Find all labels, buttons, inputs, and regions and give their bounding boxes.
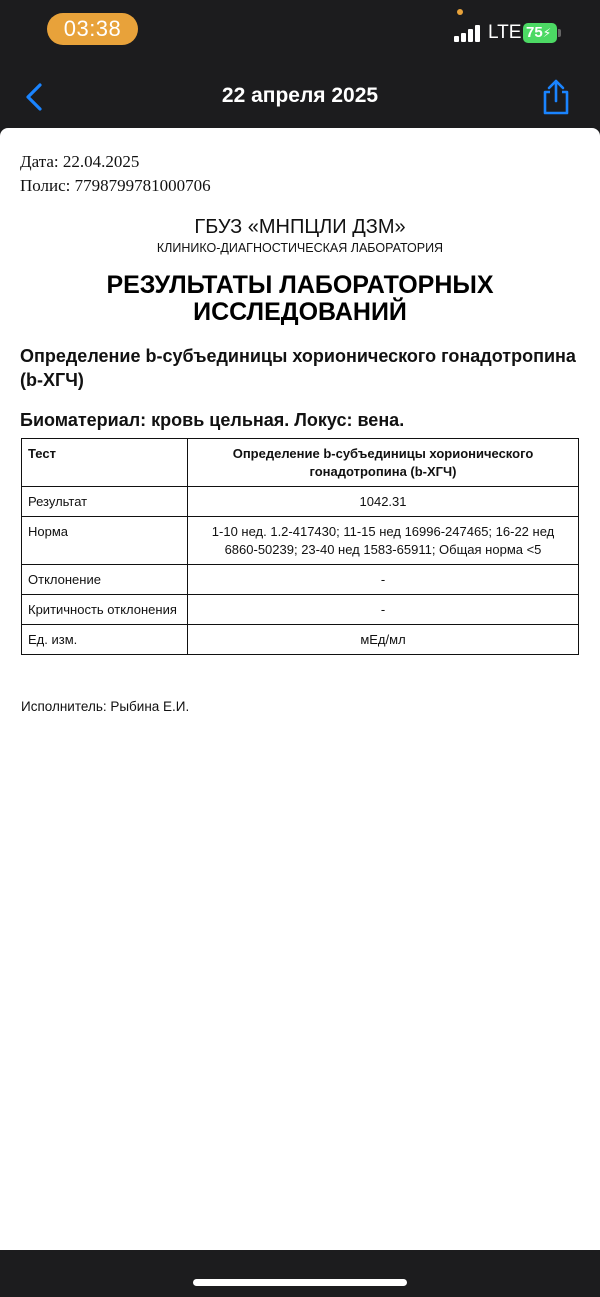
- battery-icon: 75⚡: [523, 23, 557, 43]
- executor-line: Исполнитель: Рыбина Е.И.: [21, 699, 190, 714]
- biomaterial-line: Биоматериал: кровь цельная. Локус: вена.: [20, 410, 405, 430]
- status-bar: [0, 0, 600, 62]
- table-row: [22, 487, 579, 517]
- share-button[interactable]: [540, 78, 572, 116]
- organization-name: ГБУЗ «МНПЦЛИ ДЗМ»: [194, 216, 406, 238]
- table-row: [22, 517, 579, 565]
- policy-line: Полис: 7798799781000706: [20, 176, 211, 195]
- home-indicator[interactable]: [193, 1279, 407, 1286]
- row-value: мЕд/мл: [188, 625, 579, 655]
- battery-tip: [558, 29, 561, 37]
- header-cell-test: Тест: [22, 439, 188, 487]
- signal-icon: [454, 24, 484, 42]
- table-row: [22, 565, 579, 595]
- table-header-row: [22, 439, 579, 487]
- header-cell-test-name: Определение b-субъединицы хорионического гонадотропина (b-ХГЧ): [188, 439, 579, 487]
- battery-level: 75: [526, 24, 543, 41]
- status-time[interactable]: 03:38: [47, 13, 138, 45]
- row-value: -: [188, 595, 579, 625]
- privacy-indicator-dot: [457, 9, 463, 15]
- row-value: 1042.31: [188, 487, 579, 517]
- table-row: [22, 625, 579, 655]
- row-label: Отклонение: [22, 565, 188, 595]
- laboratory-name: КЛИНИКО-ДИАГНОСТИЧЕСКАЯ ЛАБОРАТОРИЯ: [156, 241, 444, 255]
- nav-title: 22 апреля 2025: [221, 84, 379, 107]
- table-row: [22, 595, 579, 625]
- results-table: [21, 438, 579, 655]
- row-label: Ед. изм.: [22, 625, 188, 655]
- test-name: Определение b-субъединицы хорионического гонадотропина (b-ХГЧ): [20, 346, 576, 390]
- document-page: [0, 128, 600, 1250]
- row-value: -: [188, 565, 579, 595]
- row-label: Результат: [22, 487, 188, 517]
- row-label: Критичность отклонения: [22, 595, 188, 625]
- date-line: Дата: 22.04.2025: [20, 152, 140, 171]
- network-type: LTE: [488, 22, 522, 43]
- navigation-bar: [0, 62, 600, 128]
- row-value: 1-10 нед. 1.2-417430; 11-15 нед 16996-247465; 16-22 нед 6860-50239; 23-40 нед 1583-65911; Общая норма <5: [188, 517, 579, 565]
- row-label: Норма: [22, 517, 188, 565]
- document-meta: [20, 150, 211, 198]
- document-heading: РЕЗУЛЬТАТЫ ЛАБОРАТОРНЫХ ИССЛЕДОВАНИЙ: [106, 271, 494, 326]
- share-icon: [540, 78, 572, 116]
